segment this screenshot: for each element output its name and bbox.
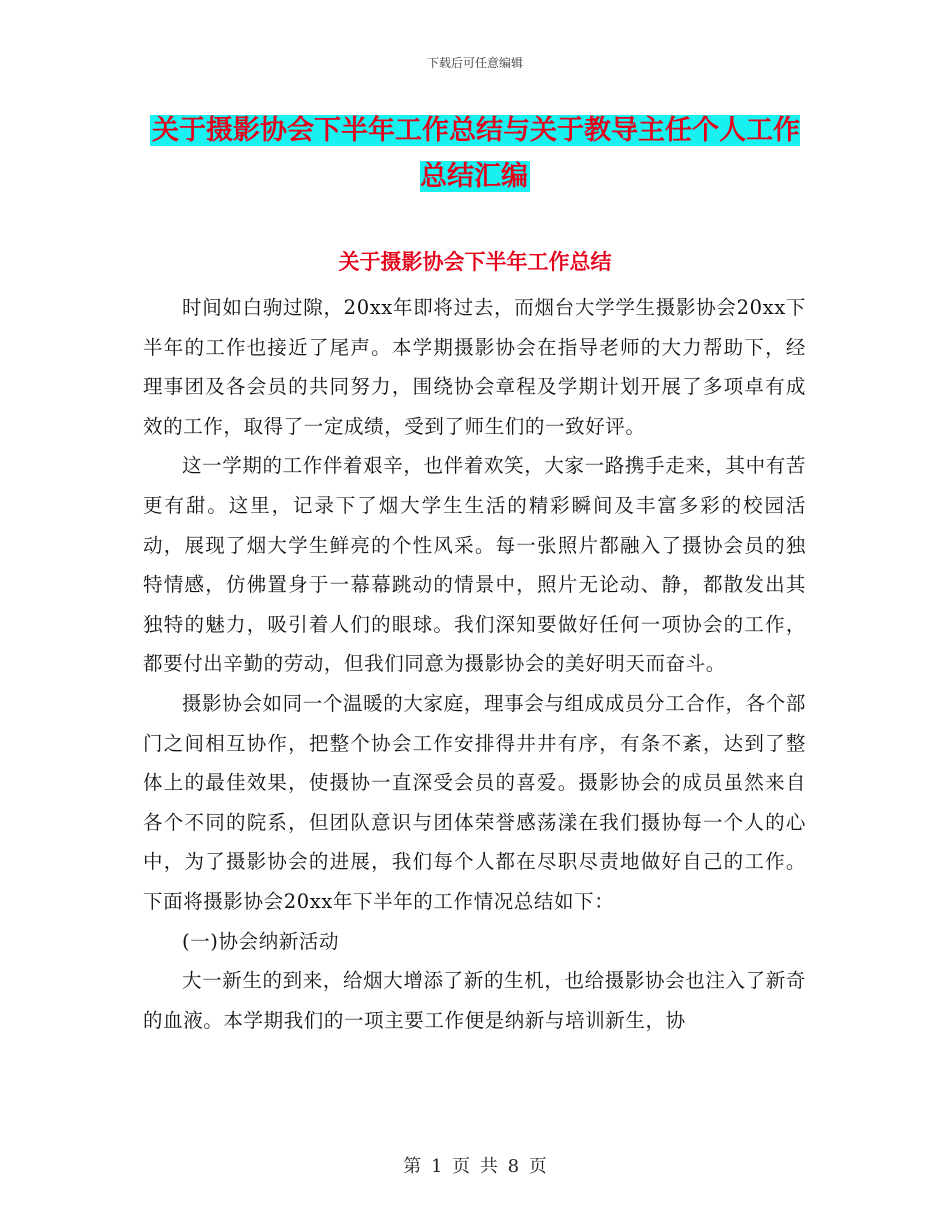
paragraph: 大一新生的到来，给烟大增添了新的生机，也给摄影协会也注入了新奇的血液。本学期我们的一项主要工作便是纳新与培训新生，协 bbox=[143, 969, 806, 1032]
header-note: 下载后可任意编辑 bbox=[426, 56, 523, 70]
paragraph: 这一学期的工作伴着艰辛，也伴着欢笑，大家一路携手走来，其中有苦更有甜。这里，记录下了烟大学生生活的精彩瞬间及丰富多彩的校园活动，展现了烟大学生鲜亮的个性风采。每一张照片都融入了摄协会员的独特情感，仿佛置身于一幕幕跳动的情景中，照片无论动、静，都散发出其独特的魅力，吸引着人们的眼球。我们深知要做好任何一项协会的工作，都要付出辛勤的劳动，但我们同意为摄影协会的美好明天而奋斗。 bbox=[143, 454, 806, 676]
body-text bbox=[143, 288, 806, 1040]
section-title: 关于摄影协会下半年工作总结 bbox=[338, 250, 612, 274]
document-title bbox=[140, 108, 810, 200]
subheading: (一)协会纳新活动 bbox=[182, 929, 340, 953]
paragraph: 摄影协会如同一个温暖的大家庭，理事会与组成成员分工合作，各个部门之间相互协作，把整个协会工作安排得井井有序，有条不紊，达到了整体上的最佳效果，使摄协一直深受会员的喜爱。摄影协会的成员虽然来自各个不同的院系，但团队意识与团体荣誉感荡漾在我们摄协每一个人的心中，为了摄影协会的进展，我们每个人都在尽职尽责地做好自己的工作。下面将摄影协会20xx年下半年的工作情况总结如下： bbox=[143, 691, 806, 913]
page-number: 第 1 页 共 8 页 bbox=[403, 1156, 547, 1177]
paragraph: 时间如白驹过隙，20xx年即将过去，而烟台大学学生摄影协会20xx下半年的工作也接近了尾声。本学期摄影协会在指导老师的大力帮助下，经理事团及各会员的共同努力，围绕协会章程及学期计划开展了多项卓有成效的工作，取得了一定成绩，受到了师生们的一致好评。 bbox=[143, 296, 806, 438]
document-title-text: 关于摄影协会下半年工作总结与关于教导主任个人工作总结汇编 bbox=[152, 115, 800, 192]
